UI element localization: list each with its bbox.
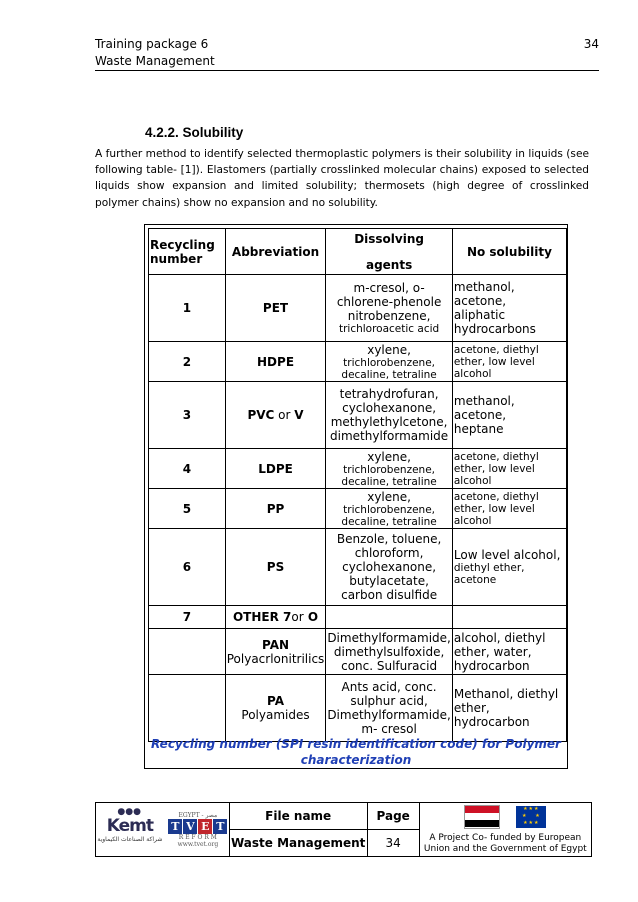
header-abbreviation: Abbreviation bbox=[225, 229, 326, 275]
footer-project-line-1: A Project Co- funded by European bbox=[429, 832, 582, 843]
footer-page-label: Page bbox=[367, 803, 419, 830]
logo-reform-text: R E F O R M bbox=[178, 833, 217, 841]
header-dissolving-agents bbox=[326, 229, 453, 275]
cell-dissolving-agents: m-cresol, o- chlorene-phenole nitrobenzene, trichloroacetic acid bbox=[326, 275, 453, 342]
solubility-table-frame bbox=[144, 224, 568, 769]
footer-project-info bbox=[419, 803, 591, 857]
header-dissolving-line-1: Dissolving bbox=[354, 231, 424, 246]
cell-no-solubility: methanol, acetone, heptane bbox=[452, 382, 566, 449]
cell-recycling-number: 5 bbox=[149, 489, 226, 529]
cell-dissolving-agents: Dimethylformamide, dimethylsulfoxide, conc. Sulfuracid bbox=[327, 630, 451, 673]
table-row bbox=[149, 382, 567, 449]
table-row bbox=[149, 675, 567, 742]
table-row bbox=[149, 449, 567, 489]
cell-abbreviation: PA Polyamides bbox=[225, 675, 326, 742]
cell-recycling-number bbox=[149, 629, 226, 675]
solubility-table bbox=[148, 228, 567, 742]
footer-logos bbox=[96, 803, 230, 857]
section-title: 4.2.2. Solubility bbox=[145, 125, 244, 140]
table-row bbox=[149, 489, 567, 529]
cell-dissolving-agents: Benzole, toluene, chloroform, cyclohexanone, butylacetate, carbon disulfide bbox=[326, 529, 453, 606]
table-row bbox=[149, 275, 567, 342]
table-header-row bbox=[149, 229, 567, 275]
caption-line-2: characterization bbox=[300, 753, 412, 767]
footer-project-line-2: Union and the Government of Egypt bbox=[423, 843, 587, 854]
cell-recycling-number: 7 bbox=[149, 606, 226, 629]
cell-no-solubility: acetone, diethyl ether, low level alcohol bbox=[452, 342, 566, 382]
cell-no-solubility: Low level alcohol, diethyl ether, acetone bbox=[452, 529, 566, 606]
cell-no-solubility: alcohol, diethyl ether, water, hydrocarbon bbox=[452, 629, 566, 675]
header-line-1: Training package 6 bbox=[95, 37, 209, 51]
cell-abbreviation: HDPE bbox=[225, 342, 326, 382]
cell-abbreviation: PP bbox=[225, 489, 326, 529]
section-paragraph: A further method to identify selected thermoplastic polymers is their solubility in liquids (see following table- [1]). Elastomers (partially crosslinked molecular chains) exposed to selected liquids show expansion and limited solubility; thermosets (high degree of crosslinked polymer chains) show no expansion and no solubility. bbox=[95, 148, 589, 209]
table-row bbox=[149, 529, 567, 606]
cell-dissolving-agents: tetrahydrofuran, cyclohexanone, methylethylcetone, dimethylformamide bbox=[326, 382, 453, 449]
cell-dissolving-agents: xylene, trichlorobenzene, decaline, tetraline bbox=[326, 489, 453, 529]
logo-arabic-text: شراكة الصناعات الكيماوية bbox=[97, 836, 163, 843]
page-header bbox=[95, 36, 599, 70]
footer-file-name-value: Waste Management bbox=[229, 830, 367, 857]
cell-dissolving-agents: xylene, trichlorobenzene, decaline, tetraline bbox=[326, 449, 453, 489]
cell-no-solubility bbox=[452, 606, 566, 629]
cell-recycling-number: 3 bbox=[149, 382, 226, 449]
header-line-2: Waste Management bbox=[95, 54, 215, 68]
cell-recycling-number: 4 bbox=[149, 449, 226, 489]
cell-recycling-number bbox=[149, 675, 226, 742]
logo-egypt-text: EGYPT - مصر bbox=[178, 811, 218, 819]
caption-line-1: Recycling number (SPI resin identification code) for Polymer bbox=[151, 737, 561, 751]
cell-no-solubility: Methanol, diethyl ether, hydrocarbon bbox=[452, 675, 566, 742]
eu-flag-icon: ★★★ ★ ★ ★★★ bbox=[516, 806, 546, 828]
egypt-flag-icon bbox=[464, 805, 500, 829]
cell-recycling-number: 2 bbox=[149, 342, 226, 382]
cell-abbreviation: PAN Polyacrlonitrilics bbox=[225, 629, 326, 675]
kemt-logo: ●●● Kemt bbox=[106, 807, 153, 836]
table-row bbox=[149, 342, 567, 382]
header-divider bbox=[95, 70, 599, 71]
table-row bbox=[149, 629, 567, 675]
cell-abbreviation: PET bbox=[225, 275, 326, 342]
table-row bbox=[149, 606, 567, 629]
header-recycling-number: Recycling number bbox=[149, 229, 226, 275]
logo-dots-icon: ●●● bbox=[117, 807, 141, 817]
cell-dissolving-agents bbox=[326, 606, 453, 629]
cell-dissolving-agents: xylene, trichlorobenzene, decaline, tetraline bbox=[326, 342, 453, 382]
cell-no-solubility: acetone, diethyl ether, low level alcohol bbox=[452, 489, 566, 529]
header-no-solubility: No solubility bbox=[452, 229, 566, 275]
header-dissolving-line-2: agents bbox=[365, 257, 413, 272]
cell-recycling-number: 1 bbox=[149, 275, 226, 342]
footer-page-value: 34 bbox=[367, 830, 419, 857]
cell-abbreviation: OTHER 7or O bbox=[225, 606, 326, 629]
cell-no-solubility: methanol, acetone, aliphatic hydrocarbons bbox=[452, 275, 566, 342]
page-footer bbox=[95, 802, 592, 857]
tvet-logo: EGYPT - مصر T V E T R E F O R M www.tvet.org bbox=[168, 812, 227, 848]
cell-abbreviation: PS bbox=[225, 529, 326, 606]
cell-dissolving-agents: Ants acid, conc. sulphur acid, Dimethylformamide, m- cresol bbox=[326, 675, 453, 742]
cell-abbreviation: PVC or V bbox=[225, 382, 326, 449]
cell-recycling-number: 6 bbox=[149, 529, 226, 606]
cell-no-solubility: acetone, diethyl ether, low level alcohol bbox=[452, 449, 566, 489]
table-caption bbox=[145, 736, 567, 768]
cell-abbreviation: LDPE bbox=[225, 449, 326, 489]
footer-file-name-label: File name bbox=[229, 803, 367, 830]
header-page-number: 34 bbox=[583, 37, 599, 51]
logo-url-text: www.tvet.org bbox=[177, 840, 219, 848]
